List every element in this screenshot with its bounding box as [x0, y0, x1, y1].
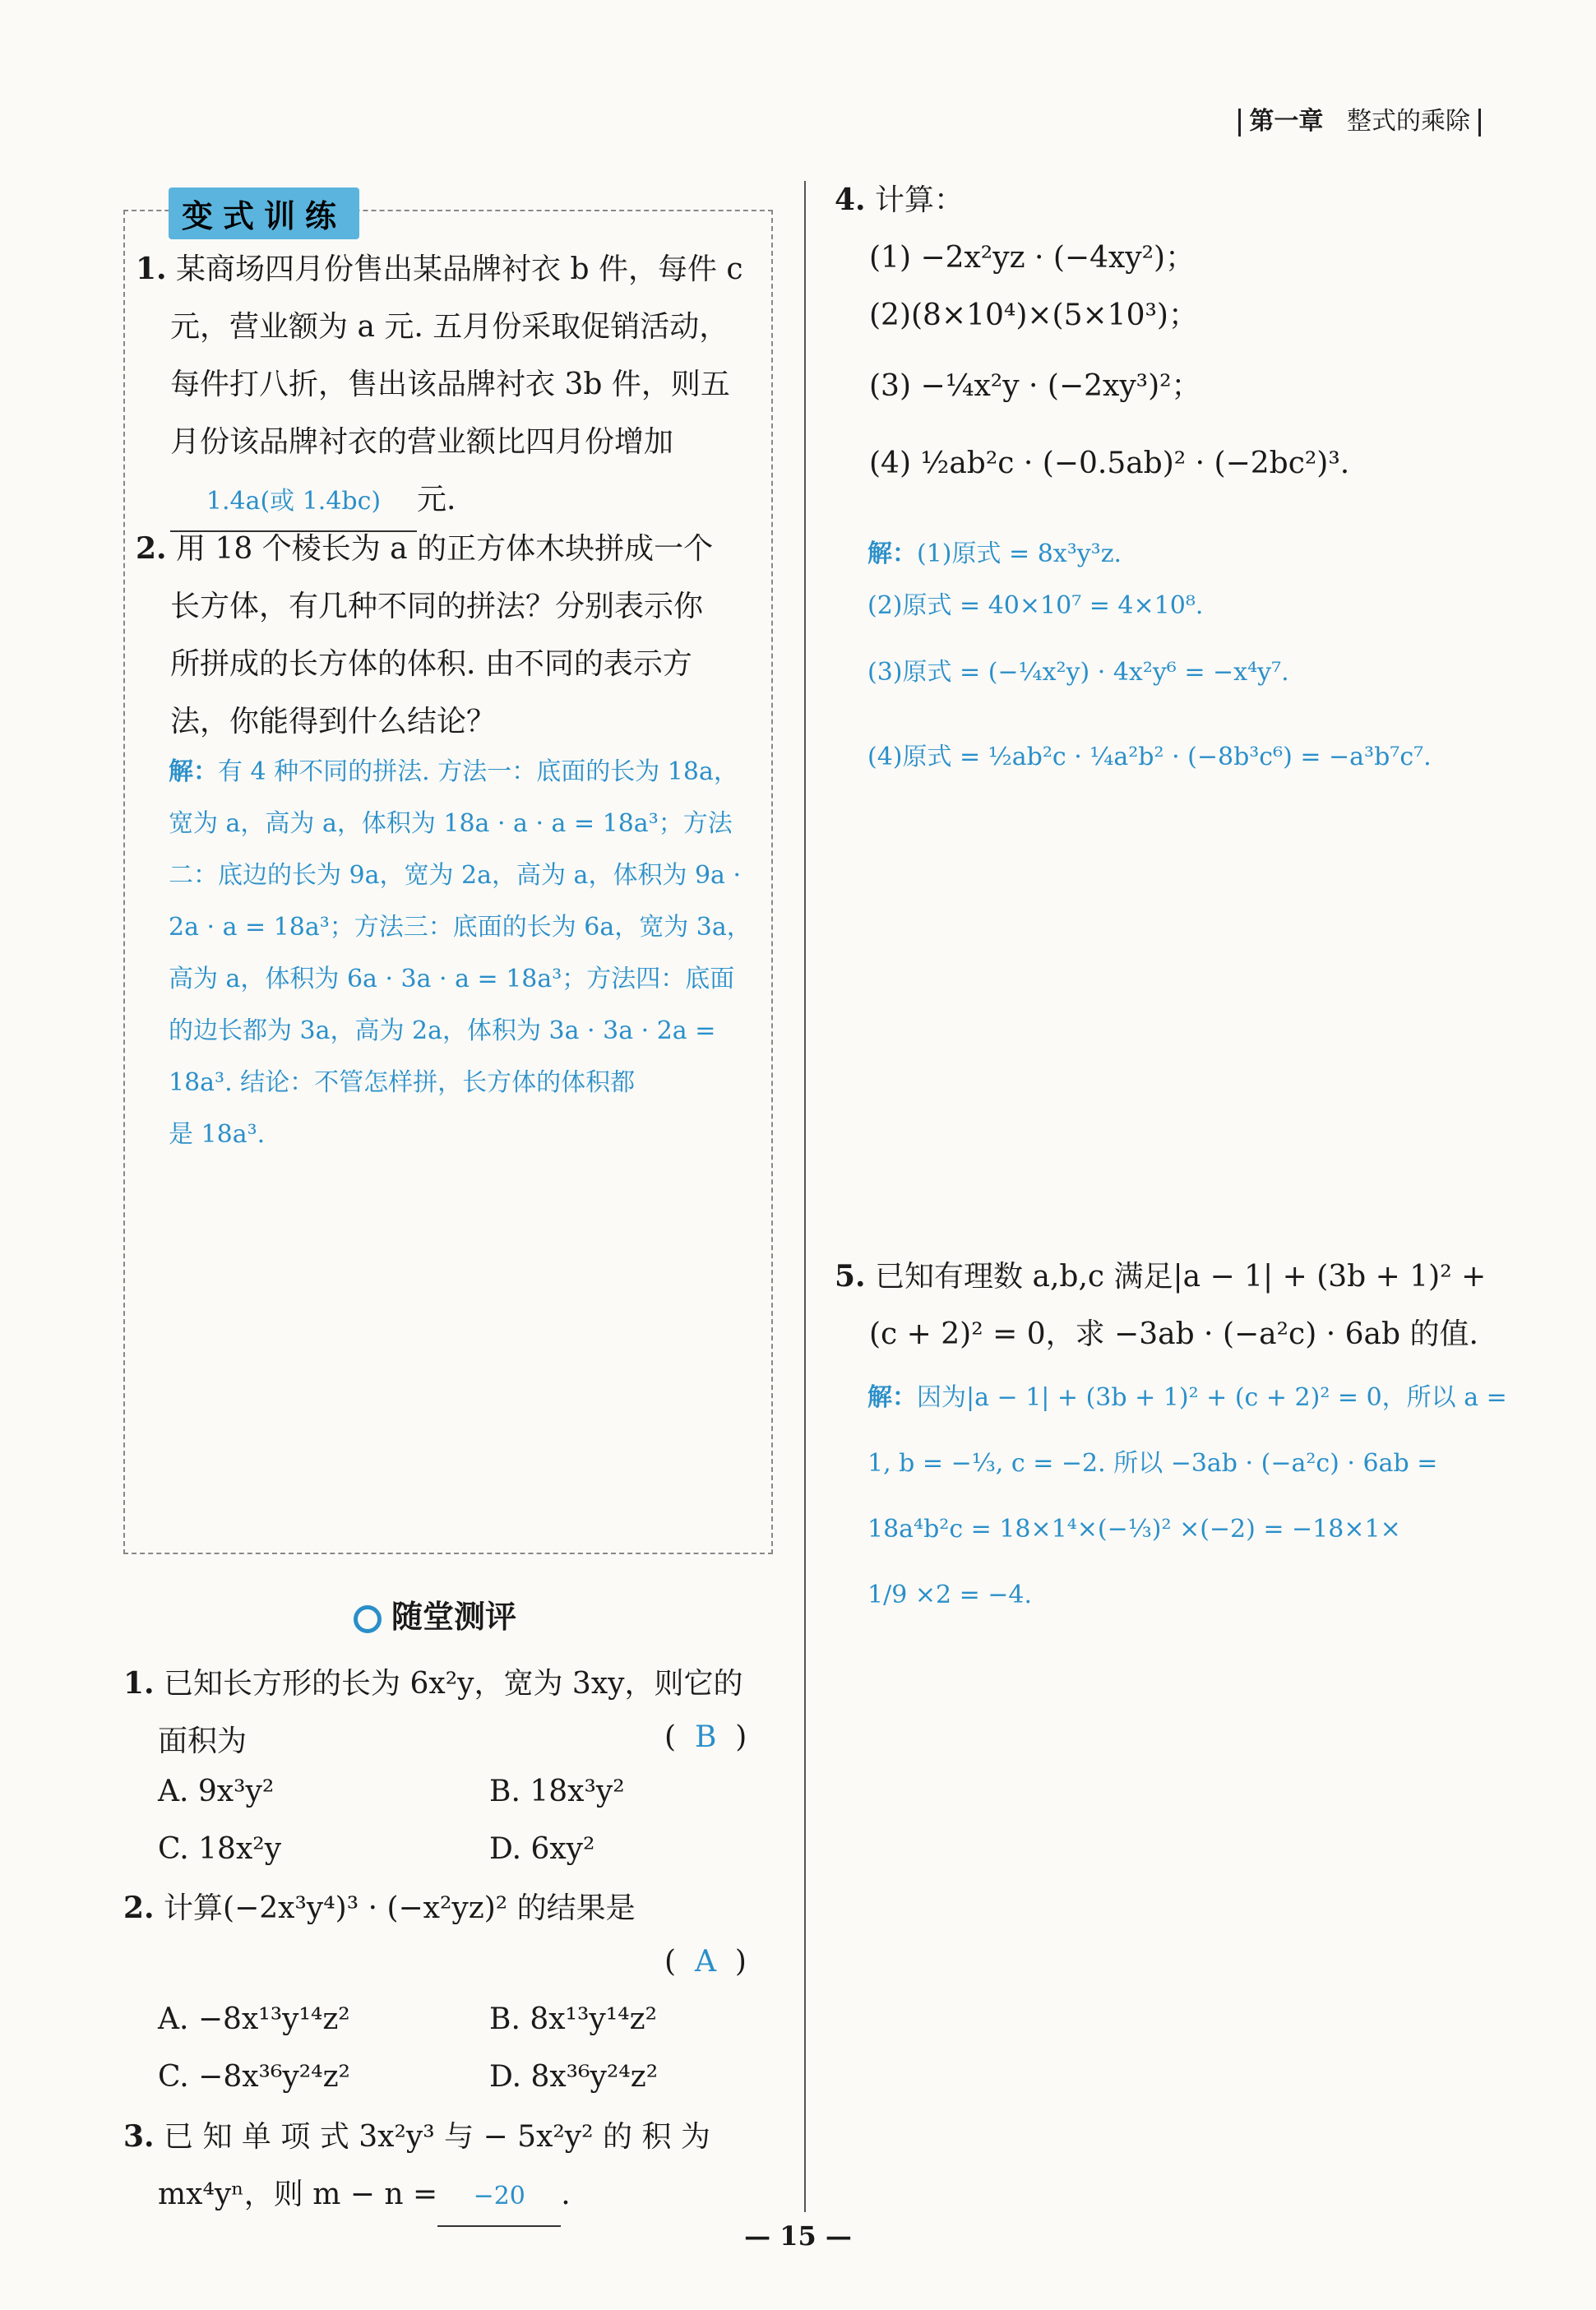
- chapter-label: 第一章: [1249, 107, 1324, 136]
- solution-line: 有 4 种不同的拼法. 方法一：底面的长为 18a，: [218, 757, 738, 786]
- question-line: 法，你能得到什么结论？: [170, 705, 497, 738]
- chapter-header: [1230, 100, 1489, 137]
- option-c: C. −8x³⁶y²⁴z²: [158, 2060, 350, 2094]
- question-stem: 计算：: [875, 183, 965, 217]
- solution-label: 解：: [169, 757, 218, 786]
- answer-blank: −20: [437, 2168, 561, 2227]
- quiz-question-3: [123, 2108, 789, 2227]
- solution-line: (4)原式 = ½ab²c · ¼a²b² · (−8b³c⁶) = −a³b⁷c⁷.: [867, 743, 1432, 771]
- question-line: 所拼成的长方体的体积. 由不同的表示方: [170, 647, 692, 681]
- answer-choice: B: [694, 1720, 717, 1754]
- question-line: 元，营业额为 a 元. 五月份采取促销活动，: [170, 310, 729, 344]
- question-line: (c + 2)² = 0，求 −3ab · (−a²c) · 6ab 的值.: [869, 1317, 1478, 1351]
- option-d: D. 6xy²: [489, 1832, 595, 1866]
- quiz-section-title: [354, 1591, 516, 1636]
- answer-blank: 1.4a(或 1.4bc): [170, 473, 417, 532]
- question-line: 每件打八折，售出该品牌衬衣 3b 件，则五: [170, 368, 730, 401]
- solution-line: 18a³. 结论：不管怎样拼，长方体的体积都: [169, 1068, 636, 1097]
- solution-line: 宽为 a，高为 a，体积为 18a · a · a = 18a³；方法: [169, 809, 733, 838]
- solution-line: (1)原式 = 8x³y³z.: [917, 539, 1122, 568]
- answer-suffix: 元.: [417, 483, 456, 516]
- question-5: [835, 1248, 1517, 1363]
- answer-choice: A: [694, 1945, 716, 1979]
- solution-line: 二：底边的长为 9a，宽为 2a，高为 a，体积为 9a ·: [169, 861, 742, 890]
- variant-solution-2: [169, 746, 773, 1160]
- solution-label: 解：: [867, 539, 917, 568]
- question-line: 月份该品牌衬衣的营业额比四月份增加: [170, 425, 674, 459]
- question-number: 4.: [835, 183, 866, 217]
- solution-line: (3)原式 = (−¼x²y) · 4x²y⁶ = −x⁴y⁷.: [867, 658, 1289, 687]
- question-line: 已知有理数 a,b,c 满足|a − 1| + (3b + 1)² +: [875, 1260, 1487, 1294]
- solution-line: 的边长都为 3a，高为 2a，体积为 3a · 3a · 2a =: [169, 1016, 716, 1045]
- quiz-title: 随堂测评: [391, 1599, 517, 1635]
- solution-line: 因为|a − 1| + (3b + 1)² + (c + 2)² = 0，所以 a =: [917, 1383, 1507, 1412]
- question-line: mx⁴yⁿ，则 m − n =: [158, 2178, 438, 2211]
- question-4: [835, 171, 1517, 493]
- variant-training-title: 变式训练: [169, 187, 359, 239]
- page-number: — 15 —: [744, 2220, 852, 2252]
- solution-label: 解：: [867, 1383, 917, 1412]
- divider: [1238, 109, 1241, 137]
- question-number: 1.: [123, 1666, 155, 1701]
- question-number: 2.: [136, 531, 167, 566]
- question-number: 1.: [136, 252, 167, 286]
- solution-line: 1, b = −⅓, c = −2. 所以 −3ab · (−a²c) · 6ab =: [867, 1449, 1438, 1478]
- divider: [1478, 109, 1481, 137]
- quiz-question-2: [123, 1879, 789, 1937]
- option-a: A. 9x³y²: [158, 1775, 275, 1808]
- question-line: 面积为: [158, 1724, 247, 1758]
- answer-paren-2: ( A ): [664, 1945, 747, 1979]
- column-divider: [804, 181, 806, 2212]
- variant-question-1: [136, 240, 777, 532]
- question-line: 已知长方形的长为 6x²y，宽为 3xy，则它的: [164, 1667, 743, 1701]
- question-line: 计算(−2x³y⁴)³ · (−x²yz)² 的结果是: [164, 1891, 636, 1925]
- question-line: 某商场四月份售出某品牌衬衣 b 件，每件 c: [176, 252, 743, 286]
- question-item: (4) ½ab²c · (−0.5ab)² · (−2bc²)³.: [869, 447, 1350, 480]
- solution-4: [867, 528, 1542, 783]
- solution-5: [867, 1365, 1542, 1628]
- question-item: (3) −¼x²y · (−2xy³)²；: [869, 369, 1201, 403]
- question-item: (1) −2x²yz · (−4xy²)；: [869, 241, 1196, 275]
- option-a: A. −8x¹³y¹⁴z²: [158, 2002, 350, 2036]
- solution-line: 18a⁴b²c = 18×1⁴×(−⅓)² ×(−2) = −18×1×: [867, 1515, 1401, 1544]
- question-number: 3.: [123, 2119, 155, 2154]
- answer-suffix: .: [561, 2178, 571, 2211]
- question-number: 5.: [835, 1259, 866, 1294]
- question-line: 已 知 单 项 式 3x²y³ 与 − 5x²y² 的 积 为: [164, 2120, 710, 2154]
- variant-question-2: [136, 520, 777, 751]
- solution-line: 是 18a³.: [169, 1120, 266, 1149]
- option-d: D. 8x³⁶y²⁴z²: [489, 2060, 659, 2094]
- answer-paren-1: ( B ): [664, 1720, 747, 1754]
- magnifier-icon: [354, 1605, 382, 1633]
- question-line: 长方体，有几种不同的拼法？分别表示你: [170, 590, 704, 623]
- chapter-title: 整式的乘除: [1347, 107, 1470, 136]
- solution-line: 1/9 ×2 = −4.: [867, 1581, 1033, 1609]
- option-b: B. 8x¹³y¹⁴z²: [489, 2002, 658, 2036]
- question-line: 用 18 个棱长为 a 的正方体木块拼成一个: [176, 532, 714, 566]
- solution-line: (2)原式 = 40×10⁷ = 4×10⁸.: [867, 591, 1204, 620]
- question-item: (2)(8×10⁴)×(5×10³)；: [869, 299, 1198, 332]
- solution-line: 高为 a，体积为 6a · 3a · a = 18a³；方法四：底面: [169, 965, 735, 993]
- option-b: B. 18x³y²: [489, 1775, 625, 1808]
- option-c: C. 18x²y: [158, 1832, 282, 1866]
- solution-line: 2a · a = 18a³；方法三：底面的长为 6a，宽为 3a，: [169, 913, 752, 942]
- question-number: 2.: [123, 1891, 155, 1925]
